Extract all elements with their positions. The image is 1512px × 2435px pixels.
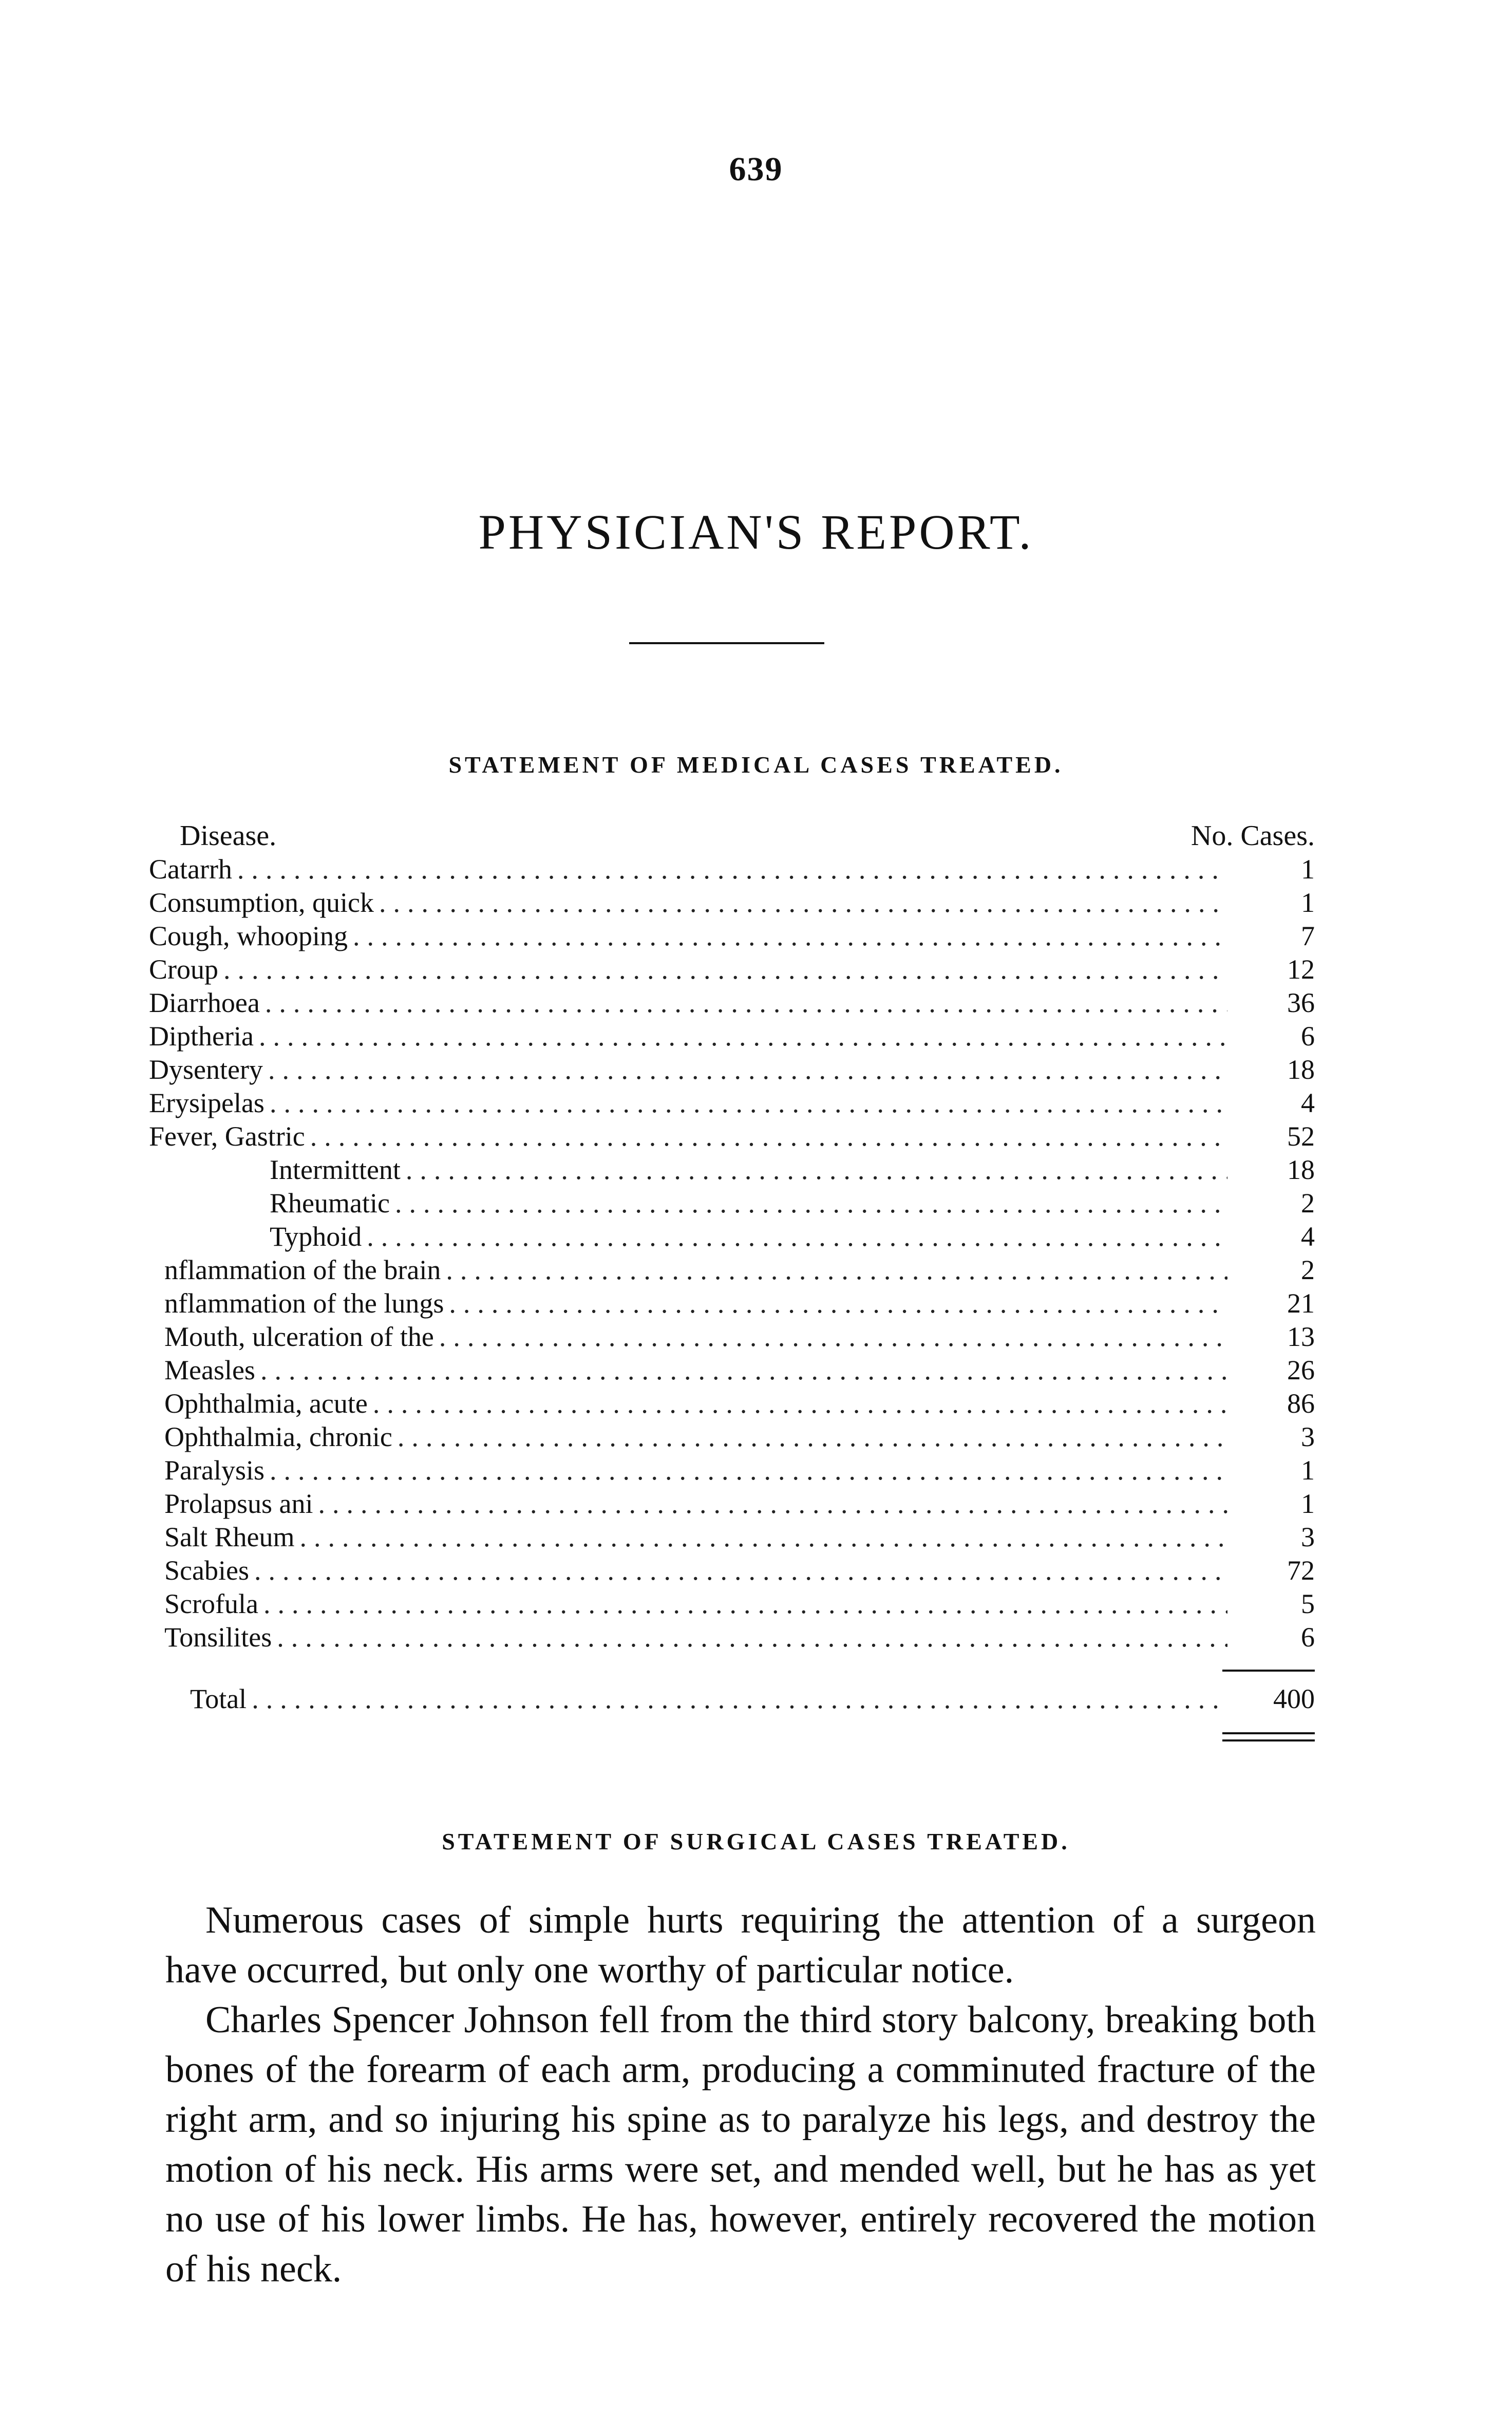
disease-name: Cough, whooping	[149, 921, 348, 951]
case-count: 21	[1287, 1288, 1315, 1319]
dot-leader	[439, 1320, 1227, 1354]
table-row	[149, 1087, 1315, 1120]
case-count: 72	[1287, 1555, 1315, 1586]
case-count: 1	[1301, 854, 1315, 885]
case-count: 26	[1287, 1355, 1315, 1385]
disease-name: Fever, Gastric	[149, 1121, 305, 1152]
disease-name: Ophthalmia, chronic	[164, 1421, 392, 1452]
disease-name: Measles	[164, 1355, 255, 1385]
disease-column-header: Disease.	[180, 820, 277, 852]
table-row	[149, 986, 1315, 1020]
paragraph: Numerous cases of simple hurts requiring the attention of a surgeon have occurred, but only one worthy of particular notice.	[165, 1899, 1316, 1991]
dot-leader	[373, 1387, 1227, 1420]
dot-leader	[406, 1153, 1227, 1187]
dot-leader	[252, 1682, 1227, 1716]
table-row	[149, 1020, 1315, 1053]
disease-name: Scabies	[164, 1555, 249, 1586]
total-rule	[1222, 1670, 1315, 1672]
disease-name: Prolapsus ani	[164, 1488, 313, 1519]
table-row	[149, 953, 1315, 986]
disease-name: Consumption, quick	[149, 887, 374, 918]
dot-leader	[263, 1587, 1227, 1621]
table-row	[149, 1554, 1315, 1587]
dot-leader	[259, 1020, 1227, 1053]
case-count: 3	[1301, 1421, 1315, 1452]
disease-name: nflammation of the lungs	[164, 1288, 444, 1319]
disease-name: Diarrhoea	[149, 987, 260, 1018]
dot-leader	[265, 986, 1227, 1020]
disease-name: Rheumatic	[270, 1188, 390, 1219]
table-row	[149, 1587, 1315, 1621]
case-count: 5	[1301, 1588, 1315, 1619]
cases-column-header: No. Cases.	[1190, 820, 1315, 852]
disease-name: Dysentery	[149, 1054, 263, 1085]
disease-name: Paralysis	[164, 1455, 264, 1486]
disease-name: Tonsilites	[164, 1622, 272, 1653]
case-count: 52	[1287, 1121, 1315, 1152]
dot-leader	[237, 853, 1227, 886]
table-row	[149, 1253, 1315, 1287]
table-row	[149, 1120, 1315, 1153]
case-count: 36	[1287, 987, 1315, 1018]
dot-leader	[277, 1621, 1227, 1654]
dot-leader	[260, 1354, 1227, 1387]
case-count: 13	[1287, 1321, 1315, 1352]
table-row	[149, 1287, 1315, 1320]
table-row	[149, 1354, 1315, 1387]
table-row	[149, 1521, 1315, 1554]
case-count: 2	[1301, 1188, 1315, 1219]
table-row	[149, 1220, 1315, 1253]
table-row	[149, 920, 1315, 953]
total-value: 400	[1273, 1683, 1315, 1714]
dot-leader	[398, 1420, 1227, 1454]
disease-name: Intermittent	[270, 1154, 401, 1185]
disease-name: Mouth, ulceration of the	[164, 1321, 434, 1352]
case-count: 6	[1301, 1622, 1315, 1653]
disease-name: Diptheria	[149, 1021, 254, 1052]
case-count: 18	[1287, 1154, 1315, 1185]
disease-name: Salt Rheum	[164, 1522, 295, 1552]
dot-leader	[449, 1287, 1227, 1320]
paragraph: Charles Spencer Johnson fell from the third story balcony, breaking both bones of the forearm of each arm, producing a comminuted fracture of the right arm, and so injuring his spine as to paralyze his legs, and destroy the motion of his neck. His arms were set, and mended well, but he has as yet no use of his lower limbs. He has, however, entirely recovered the motion of his neck.	[165, 1999, 1316, 2290]
table-row	[149, 1420, 1315, 1454]
disease-name: nflammation of the brain	[164, 1254, 441, 1285]
dot-leader	[268, 1053, 1227, 1087]
dot-leader	[254, 1554, 1227, 1587]
dot-leader	[270, 1454, 1227, 1487]
table-row	[149, 853, 1315, 886]
case-count: 6	[1301, 1021, 1315, 1052]
total-row	[190, 1682, 1315, 1716]
disease-name: Erysipelas	[149, 1088, 264, 1118]
dot-leader	[367, 1220, 1227, 1253]
dot-leader	[446, 1253, 1227, 1287]
table-row	[149, 1387, 1315, 1420]
dot-leader	[223, 953, 1227, 986]
disease-name: Croup	[149, 954, 218, 985]
case-count: 12	[1287, 954, 1315, 985]
medical-cases-table	[149, 853, 1315, 1654]
medical-cases-heading: STATEMENT OF MEDICAL CASES TREATED.	[448, 752, 1064, 778]
dot-leader	[353, 920, 1227, 953]
table-row	[149, 1320, 1315, 1354]
case-count: 1	[1301, 887, 1315, 918]
dot-leader	[395, 1187, 1227, 1220]
page-number: 639	[729, 151, 783, 188]
case-count: 4	[1301, 1088, 1315, 1118]
dot-leader	[310, 1120, 1227, 1153]
case-count: 1	[1301, 1488, 1315, 1519]
title-divider	[629, 642, 824, 644]
disease-name: Ophthalmia, acute	[164, 1388, 368, 1419]
table-row	[149, 1487, 1315, 1521]
surgical-narrative	[165, 1896, 1316, 2294]
medical-table-header	[180, 819, 1315, 855]
disease-name: Catarrh	[149, 854, 232, 885]
table-row	[149, 1187, 1315, 1220]
case-count: 1	[1301, 1455, 1315, 1486]
case-count: 3	[1301, 1522, 1315, 1552]
dot-leader	[270, 1087, 1227, 1120]
dot-leader	[318, 1487, 1228, 1521]
table-row	[149, 1621, 1315, 1654]
surgical-cases-heading: STATEMENT OF SURGICAL CASES TREATED.	[442, 1828, 1070, 1855]
case-count: 18	[1287, 1054, 1315, 1085]
case-count: 7	[1301, 921, 1315, 951]
table-row	[149, 886, 1315, 920]
total-double-rule	[1222, 1732, 1315, 1741]
case-count: 4	[1301, 1221, 1315, 1252]
case-count: 86	[1287, 1388, 1315, 1419]
total-label: Total	[190, 1683, 247, 1714]
page-title: PHYSICIAN'S REPORT.	[478, 504, 1034, 559]
dot-leader	[300, 1521, 1228, 1554]
disease-name: Scrofula	[164, 1588, 258, 1619]
dot-leader	[379, 886, 1227, 920]
case-count: 2	[1301, 1254, 1315, 1285]
table-row	[149, 1053, 1315, 1087]
table-row	[149, 1454, 1315, 1487]
table-row	[149, 1153, 1315, 1187]
disease-name: Typhoid	[270, 1221, 362, 1252]
